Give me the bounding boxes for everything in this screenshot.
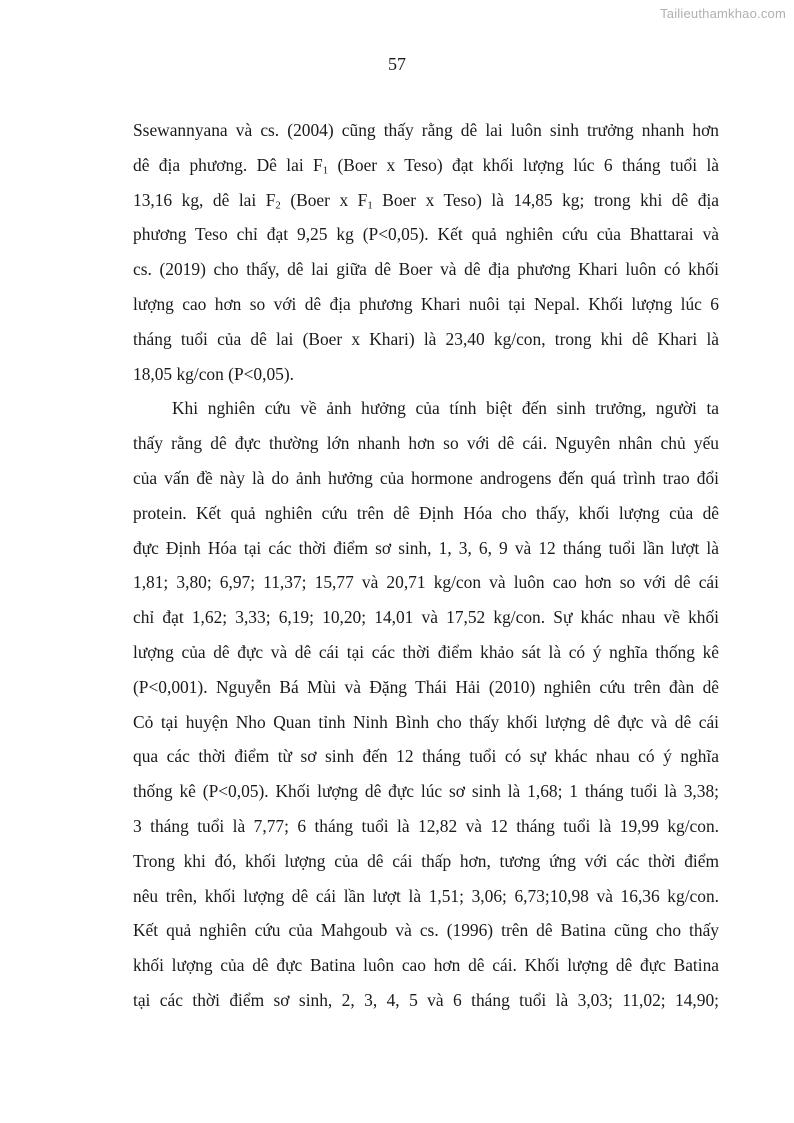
text-line: thống kê (P<0,05). Khối lượng dê đực lúc sơ sinh là 1,68; 1 tháng tuổi là 3,38; (133, 781, 719, 802)
text-line: chỉ đạt 1,62; 3,33; 6,19; 10,20; 14,01 và 17,52 kg/con. Sự khác nhau về khối (133, 607, 719, 628)
watermark: Tailieuthamkhao.com (660, 6, 786, 21)
text-line: đực Định Hóa tại các thời điểm sơ sinh, 1, 3, 6, 9 và 12 tháng tuổi lần lượt là (133, 537, 719, 558)
text-line (133, 183, 719, 218)
text-line: Ssewannyana và cs. (2004) cũng thấy rằng dê lai luôn sinh trưởng nhanh hơn (133, 120, 719, 140)
text-line: cs. (2019) cho thấy, dê lai giữa dê Boer và dê địa phương Khari luôn có khối (133, 259, 719, 280)
text-line: 1,81; 3,80; 6,97; 11,37; 15,77 và 20,71 kg/con và luôn cao hơn so với dê cái (133, 572, 719, 593)
text-line: qua các thời điểm từ sơ sinh đến 12 tháng tuổi có sự khác nhau có ý nghĩa (133, 746, 719, 767)
text-line: Kết quả nghiên cứu của Mahgoub và cs. (1996) trên dê Batina cũng cho thấy (133, 920, 719, 941)
text-fragment: (Boer x Teso) đạt khối lượng lúc 6 tháng tuổi là (328, 154, 719, 175)
text-line: tháng tuổi của dê lai (Boer x Khari) là 23,40 kg/con, trong khi dê Khari là (133, 328, 719, 349)
text-line: Khi nghiên cứu về ảnh hưởng của tính biệt đến sinh trưởng, người ta (172, 398, 719, 419)
text-line: (P<0,001). Nguyễn Bá Mùi và Đặng Thái Hải (2010) nghiên cứu trên đàn dê (133, 676, 719, 697)
subscript: 2 (275, 199, 281, 212)
text-line: thấy rằng dê đực thường lớn nhanh hơn so với dê cái. Nguyên nhân chủ yếu (133, 433, 719, 454)
text-line: khối lượng của dê đực Batina luôn cao hơn dê cái. Khối lượng dê đực Batina (133, 955, 719, 976)
paragraph-1 (133, 113, 719, 391)
subscript: 1 (322, 164, 329, 177)
text-line: phương Teso chỉ đạt 9,25 kg (P<0,05). Kết quả nghiên cứu của Bhattarai và (133, 224, 719, 245)
text-line: 18,05 kg/con (P<0,05). (133, 363, 294, 384)
document-body (133, 113, 719, 1018)
text-line: Cỏ tại huyện Nho Quan tỉnh Ninh Bình cho thấy khối lượng dê đực và dê cái (133, 711, 719, 732)
paragraph-2 (133, 391, 719, 1017)
text-fragment: dê địa phương. Dê lai F (133, 154, 323, 175)
text-line: của vấn đề này là do ảnh hưởng của hormone androgens đến quá trình trao đổi (133, 467, 719, 488)
text-line: protein. Kết quả nghiên cứu trên dê Định Hóa cho thấy, khối lượng của dê (133, 502, 719, 523)
text-fragment: Boer x Teso) là 14,85 kg; trong khi dê địa (372, 189, 719, 210)
text-line: Trong khi đó, khối lượng của dê cái thấp hơn, tương ứng với các thời điểm (133, 850, 719, 871)
text-fragment: (Boer x F (280, 189, 368, 210)
page-number: 57 (388, 54, 406, 74)
text-line (133, 148, 719, 183)
text-line: tại các thời điểm sơ sinh, 2, 3, 4, 5 và 6 tháng tuổi là 3,03; 11,02; 14,90; (133, 989, 719, 1010)
text-fragment: 13,16 kg, dê lai F (133, 189, 276, 210)
subscript: 1 (367, 199, 373, 212)
text-line: lượng cao hơn so với dê địa phương Khari nuôi tại Nepal. Khối lượng lúc 6 (133, 293, 719, 314)
text-line: 3 tháng tuổi là 7,77; 6 tháng tuổi là 12,82 và 12 tháng tuổi là 19,99 kg/con. (133, 815, 719, 836)
text-line: lượng của dê đực và dê cái tại các thời điểm khảo sát là có ý nghĩa thống kê (133, 641, 719, 662)
text-line: nêu trên, khối lượng dê cái lần lượt là 1,51; 3,06; 6,73;10,98 và 16,36 kg/con. (133, 885, 719, 906)
